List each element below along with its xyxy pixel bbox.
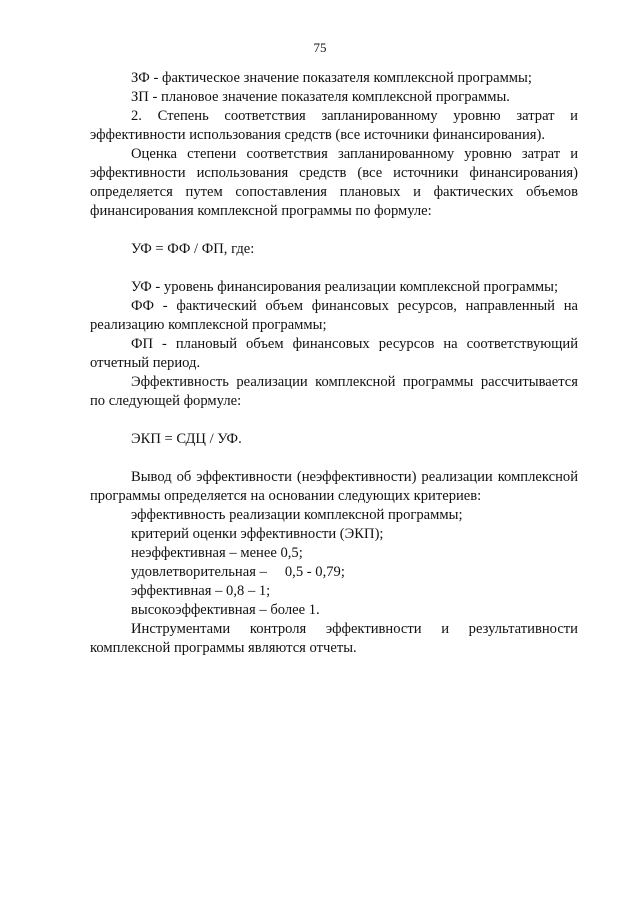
level-satisfactory-label: удовлетворительная – [131, 564, 267, 580]
level-effective: эффективная – 0,8 – 1; [131, 583, 271, 599]
zp-definition: ЗП - плановое значение показателя комплексной программы. [131, 89, 510, 105]
instruments-paragraph: Инструментами контроля эффективности и результативности комплексной программы являются отчеты. [90, 621, 578, 656]
fp-definition: ФП - плановый объем финансовых ресурсов на соответствующий отчетный период. [90, 336, 578, 371]
assessment-paragraph: Оценка степени соответствия запланированному уровню затрат и эффективности использования средств (все источники финансирования) определяется путем сопоставления плановых и фактических объемов финансирования комплексной программы по формуле: [90, 146, 578, 219]
level-satisfactory [90, 563, 578, 582]
level-satisfactory-value: 0,5 - 0,79; [284, 564, 345, 580]
uf-definition: УФ - уровень финансирования реализации комплексной программы; [131, 279, 559, 295]
formula-uf: УФ = ФФ / ФП, где: [131, 241, 255, 257]
level-highly-effective: высокоэффективная – более 1. [131, 602, 320, 618]
level-ineffective: неэффективная – менее 0,5; [131, 545, 303, 561]
zf-definition: ЗФ - фактическое значение показателя комплексной программы; [131, 70, 532, 86]
page-number: 75 [313, 40, 327, 55]
formula-ekp: ЭКП = СДЦ / УФ. [131, 431, 242, 447]
conclusion-paragraph: Вывод об эффективности (неэффективности) реализации комплексной программы определяется на основании следующих критериев: [90, 469, 578, 504]
ff-definition: ФФ - фактический объем финансовых ресурсов, направленный на реализацию комплексной программы; [90, 298, 578, 333]
document-body [90, 69, 578, 658]
item-2-heading: 2. Степень соответствия запланированному уровню затрат и эффективности использования средств (все источники финансирования). [90, 108, 578, 143]
criteria-item-1: эффективность реализации комплексной программы; [131, 507, 463, 523]
efficiency-intro: Эффективность реализации комплексной программы рассчитывается по следующей формуле: [90, 374, 578, 409]
criteria-item-2: критерий оценки эффективности (ЭКП); [131, 526, 384, 542]
